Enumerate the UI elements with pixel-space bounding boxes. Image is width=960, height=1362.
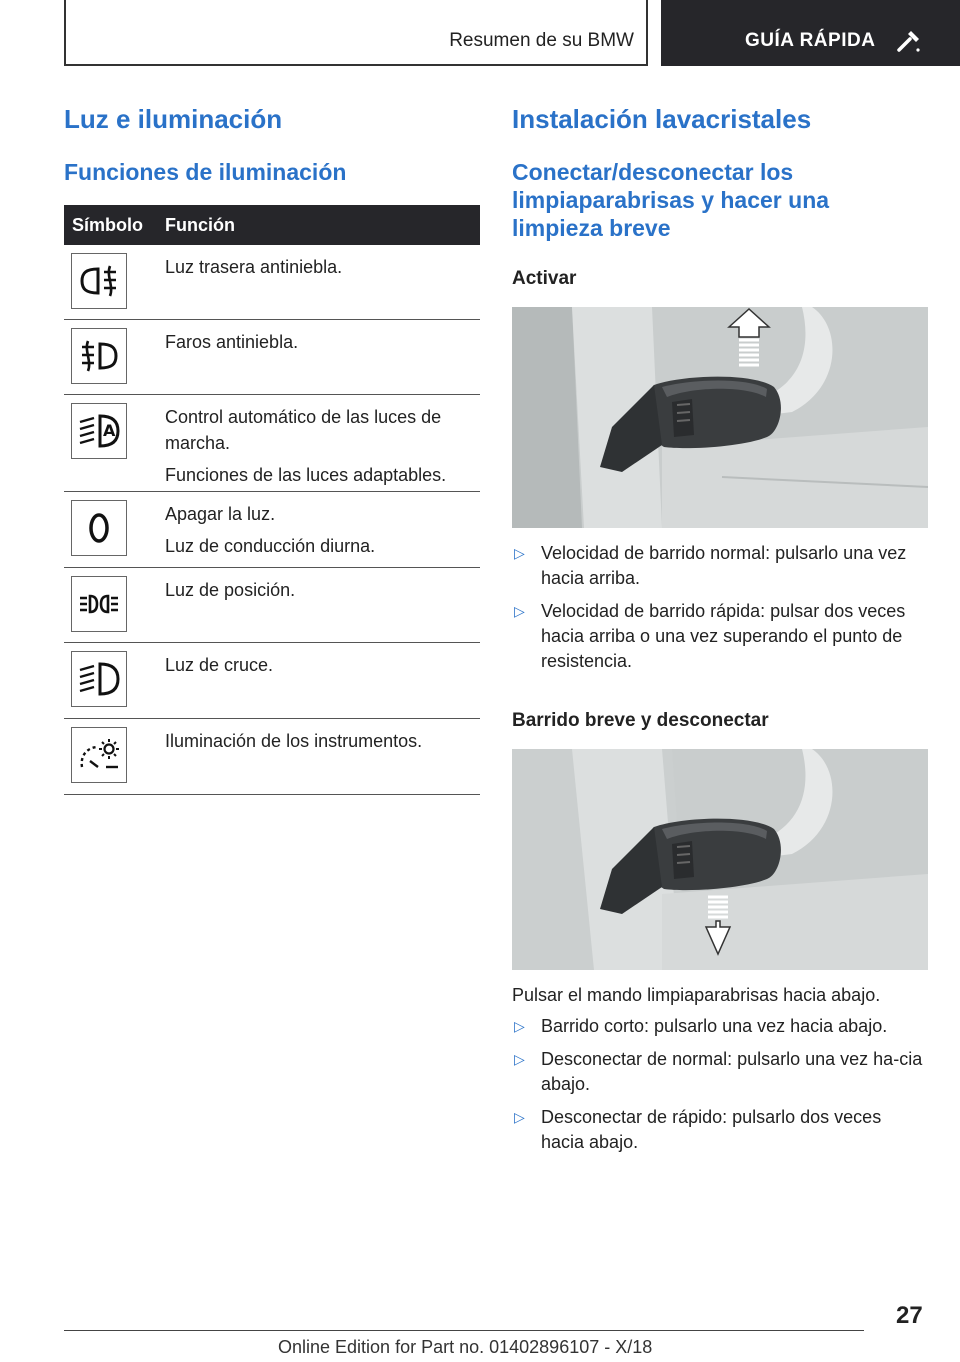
list-item: ▷ Desconectar de rápido: pulsarlo dos veces hacia abajo. xyxy=(514,1107,882,1152)
table-header xyxy=(64,205,480,245)
table-row xyxy=(64,492,480,568)
list-item: ▷ Velocidad de barrido normal: pulsarlo una vez hacia arriba. xyxy=(514,543,907,588)
front-fog-light-icon xyxy=(71,328,127,384)
page-number: 27 xyxy=(896,1302,923,1329)
wiper-stalk-up-image xyxy=(512,307,928,528)
right-title: Instalación lavacristales xyxy=(512,104,812,134)
row-function-text: Iluminación de los instrumentos. xyxy=(165,731,423,751)
row-function-text: Luz de cruce. xyxy=(165,655,274,675)
list-item: ▷ Velocidad de barrido rápida: pulsar dos veces hacia arriba o una vez superando el punto de resistencia. xyxy=(514,601,906,671)
brief-bullets xyxy=(512,1014,928,1163)
col-symbol: Símbolo xyxy=(72,214,143,235)
row-function-text: Control automático de las luces de marcha. xyxy=(165,407,442,453)
table-row xyxy=(64,245,480,320)
list-item: ▷ Desconectar de normal: pulsarlo una vez ha-cia abajo. xyxy=(514,1049,923,1094)
triangle-bullet-icon: ▷ xyxy=(514,1051,525,1067)
instrument-lighting-icon xyxy=(71,727,127,783)
header-chapter-title: GUÍA RÁPIDA xyxy=(745,30,876,51)
low-beam-icon xyxy=(71,651,127,707)
svg-text:A: A xyxy=(103,421,116,440)
auto-headlight-icon xyxy=(71,403,127,459)
header-section-title: Resumen de su BMW xyxy=(449,30,634,51)
row-function-text: Funciones de las luces adaptables. xyxy=(165,465,447,485)
row-function-text: Luz de posición. xyxy=(165,580,296,600)
wrench-icon xyxy=(896,30,922,54)
triangle-bullet-icon: ▷ xyxy=(514,1018,525,1034)
row-function-text: Apagar la luz. xyxy=(165,504,276,524)
lighting-table xyxy=(64,205,480,795)
brief-heading: Barrido breve y desconectar xyxy=(512,710,769,731)
table-row xyxy=(64,719,480,795)
right-subtitle: Conectar/desconectar los limpiaparabrisas y hacer una limpieza breve xyxy=(512,159,830,241)
table-row xyxy=(64,643,480,719)
lights-off-icon xyxy=(71,500,127,556)
triangle-bullet-icon: ▷ xyxy=(514,603,525,619)
rear-fog-light-icon xyxy=(71,253,127,309)
col-function: Función xyxy=(165,214,235,235)
activate-heading: Activar xyxy=(512,268,577,289)
footer-edition: Online Edition for Part no. 01402896107 - X/18 xyxy=(278,1337,653,1357)
table-row xyxy=(64,568,480,643)
wiper-stalk-down-image xyxy=(512,749,928,970)
activate-bullets xyxy=(512,541,928,682)
table-row xyxy=(64,320,480,395)
table-row xyxy=(64,395,480,492)
row-function-text: Luz de conducción diurna. xyxy=(165,536,376,556)
header-section-bar xyxy=(64,0,648,66)
triangle-bullet-icon: ▷ xyxy=(514,1109,525,1125)
left-title: Luz e iluminación xyxy=(64,104,283,134)
footer-divider xyxy=(64,1330,864,1331)
left-subtitle: Funciones de iluminación xyxy=(64,159,347,185)
row-function-text: Luz trasera antiniebla. xyxy=(165,257,343,277)
row-function-text: Faros antiniebla. xyxy=(165,332,299,352)
list-item: ▷ Barrido corto: pulsarlo una vez hacia abajo. xyxy=(512,1014,928,1039)
parking-light-icon xyxy=(71,576,127,632)
brief-intro: Pulsar el mando limpiaparabrisas hacia abajo. xyxy=(512,985,881,1005)
triangle-bullet-icon: ▷ xyxy=(514,545,525,561)
